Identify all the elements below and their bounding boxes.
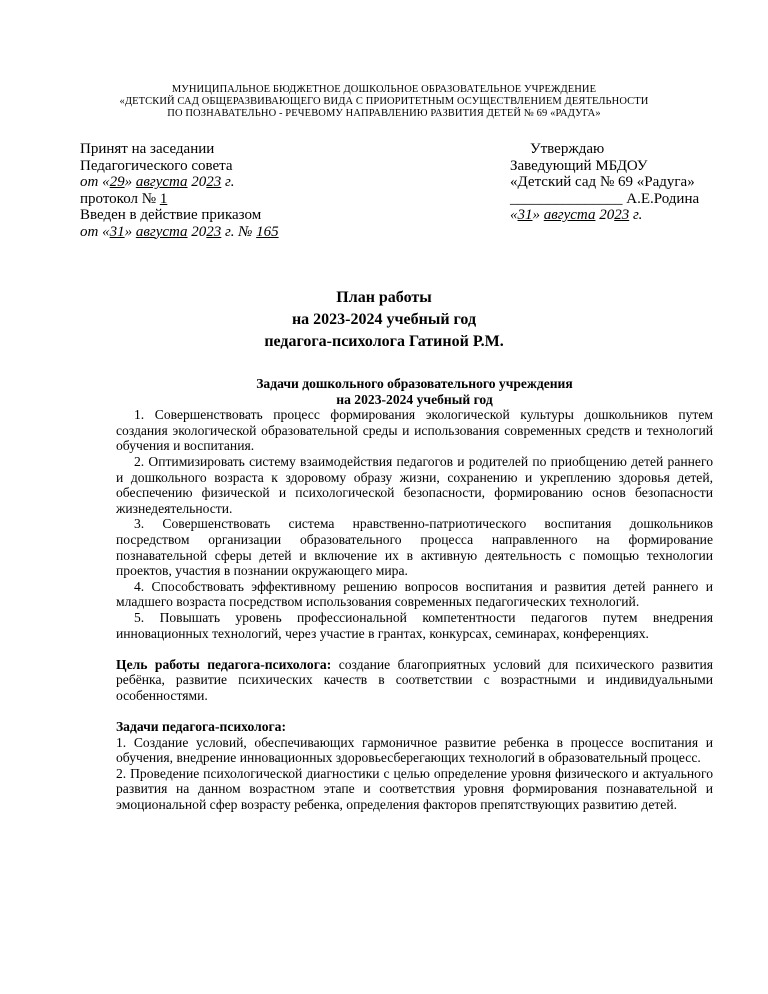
date-year-prefix: 20 [187, 174, 207, 190]
protocol-prefix: протокол № [80, 190, 160, 207]
psych-task-item: 2. Проведение психологической диагностики с целью определение уровня физического и актуального развития на данном возрастном этапе и соответствия уровня формирования познавательной и эмоциональной сфер возрасту ребенка, определения факторов препятствующих развитию детей. [116, 765, 713, 813]
date-day: 31 [517, 207, 533, 223]
signature-line [510, 191, 699, 208]
goal-paragraph [116, 657, 713, 704]
date-prefix: от « [80, 174, 110, 190]
document-title [0, 287, 768, 353]
psych-tasks-heading: Задачи педагога-психолога: [116, 719, 287, 735]
date-suffix: г. № [221, 223, 257, 240]
date-month: августа [135, 174, 188, 190]
date-day: 31 [109, 223, 125, 240]
order-number: 165 [256, 223, 279, 240]
date-suffix: г. [221, 174, 235, 190]
org-line-3: ПО ПОЗНАВАТЕЛЬНО - РЕЧЕВОМУ НАПРАВЛЕНИЮ РАЗВИТИЯ ДЕТЕЙ № 69 «РАДУГА» [167, 108, 601, 119]
dou-tasks-heading-2: на 2023-2024 учебный год [336, 391, 493, 407]
approve-line-2: Заведующий МБДОУ [510, 157, 648, 174]
title-line-1: План работы [336, 289, 432, 306]
org-line-1: МУНИЦИПАЛЬНОЕ БЮДЖЕТНОЕ ДОШКОЛЬНОЕ ОБРАЗОВАТЕЛЬНОЕ УЧРЕЖДЕНИЕ [171, 84, 597, 95]
org-line-2: «ДЕТСКИЙ САД ОБЩЕРАЗВИВАЮЩЕГО ВИДА С ПРИОРИТЕТНЫМ ОСУЩЕСТВЛЕНИЕМ ДЕЯТЕЛЬНОСТИ [119, 96, 649, 107]
date-prefix: « [510, 207, 518, 223]
council-approval-block [80, 141, 279, 240]
council-date [80, 174, 279, 191]
dou-task-item: 3. Совершенствовать система нравственно-патриотического воспитания дошкольников посредством организации образовательного процесса направленного на формирование познавательной сферы детей и включение их в активную деятельность с помощью технологии проектов, участия в познании окружающего мира. [116, 516, 713, 579]
date-year: 23 [206, 223, 222, 240]
protocol-number: 1 [159, 190, 168, 207]
date-year: 23 [614, 207, 630, 223]
order-date [80, 224, 279, 241]
approve-line-3: «Детский сад № 69 «Радуга» [510, 174, 695, 190]
dou-task-item: 1. Совершенствовать процесс формирования экологической культуры дошкольников путем создания экологической образовательной среды и использования современных средств и технологий обучения и воспитания. [116, 407, 713, 454]
organization-header [0, 84, 768, 120]
date-year-prefix: 20 [187, 223, 207, 240]
goal-text: создание благоприятных условий для психического развития ребёнка, развитие психических качеств в соответствии с возрастными и индивидуальными особенностями. [116, 656, 713, 703]
dou-task-item: 5. Повышать уровень профессиональной компетентности педагогов путем внедрения инновационных технологий, через участие в грантах, конкурсах, семинарах, конференциях. [116, 609, 713, 641]
signature-blank: _______________ [510, 190, 623, 207]
approve-date [510, 207, 699, 224]
date-mid: » [124, 223, 136, 240]
order-line: Введен в действие приказом [80, 207, 262, 223]
psych-task-item: 1. Создание условий, обеспечивающих гармоничное развитие ребенка в процессе воспитания и обучения, внедрение инновационных здоровьесберегающих технологий в образовательный процесс. [116, 734, 713, 766]
date-month: августа [543, 207, 596, 223]
date-year: 23 [206, 174, 222, 190]
title-line-2: на 2023-2024 учебный год [291, 311, 477, 328]
council-line-2: Педагогического совета [80, 157, 233, 174]
date-year-prefix: 20 [595, 207, 615, 223]
goal-label: Цель работы педагога-психолога: [116, 656, 332, 672]
document-body [116, 376, 713, 813]
dou-task-item: 4. Способствовать эффективному решению вопросов воспитания и развития детей раннего и младшего возраста посредством использования современных педагогических технологий. [116, 578, 713, 610]
head-approval-block [510, 141, 699, 224]
dou-tasks-heading-1: Задачи дошкольного образовательного учреждения [256, 376, 573, 391]
protocol-line [80, 191, 279, 208]
council-line-1: Принят на заседании [80, 141, 215, 157]
date-month: августа [135, 223, 188, 240]
date-day: 29 [109, 174, 125, 190]
date-mid: » [532, 207, 544, 223]
date-mid: » [124, 174, 136, 190]
title-line-3: педагога-психолога Гатиной Р.М. [264, 333, 504, 350]
dou-task-item: 2. Оптимизировать систему взаимодействия педагогов и родителей по приобщению детей раннего и дошкольного возраста к здоровому образу жизни, сохранению и укреплению здоровья детей, обеспечению физической и психологической безопасности, формированию основ безопасности жизнедеятельности. [116, 453, 713, 516]
signatory-name: А.Е.Родина [622, 190, 700, 207]
date-suffix: г. [629, 207, 643, 223]
approve-line-1: Утверждаю [530, 141, 605, 157]
date-prefix: от « [80, 223, 110, 240]
